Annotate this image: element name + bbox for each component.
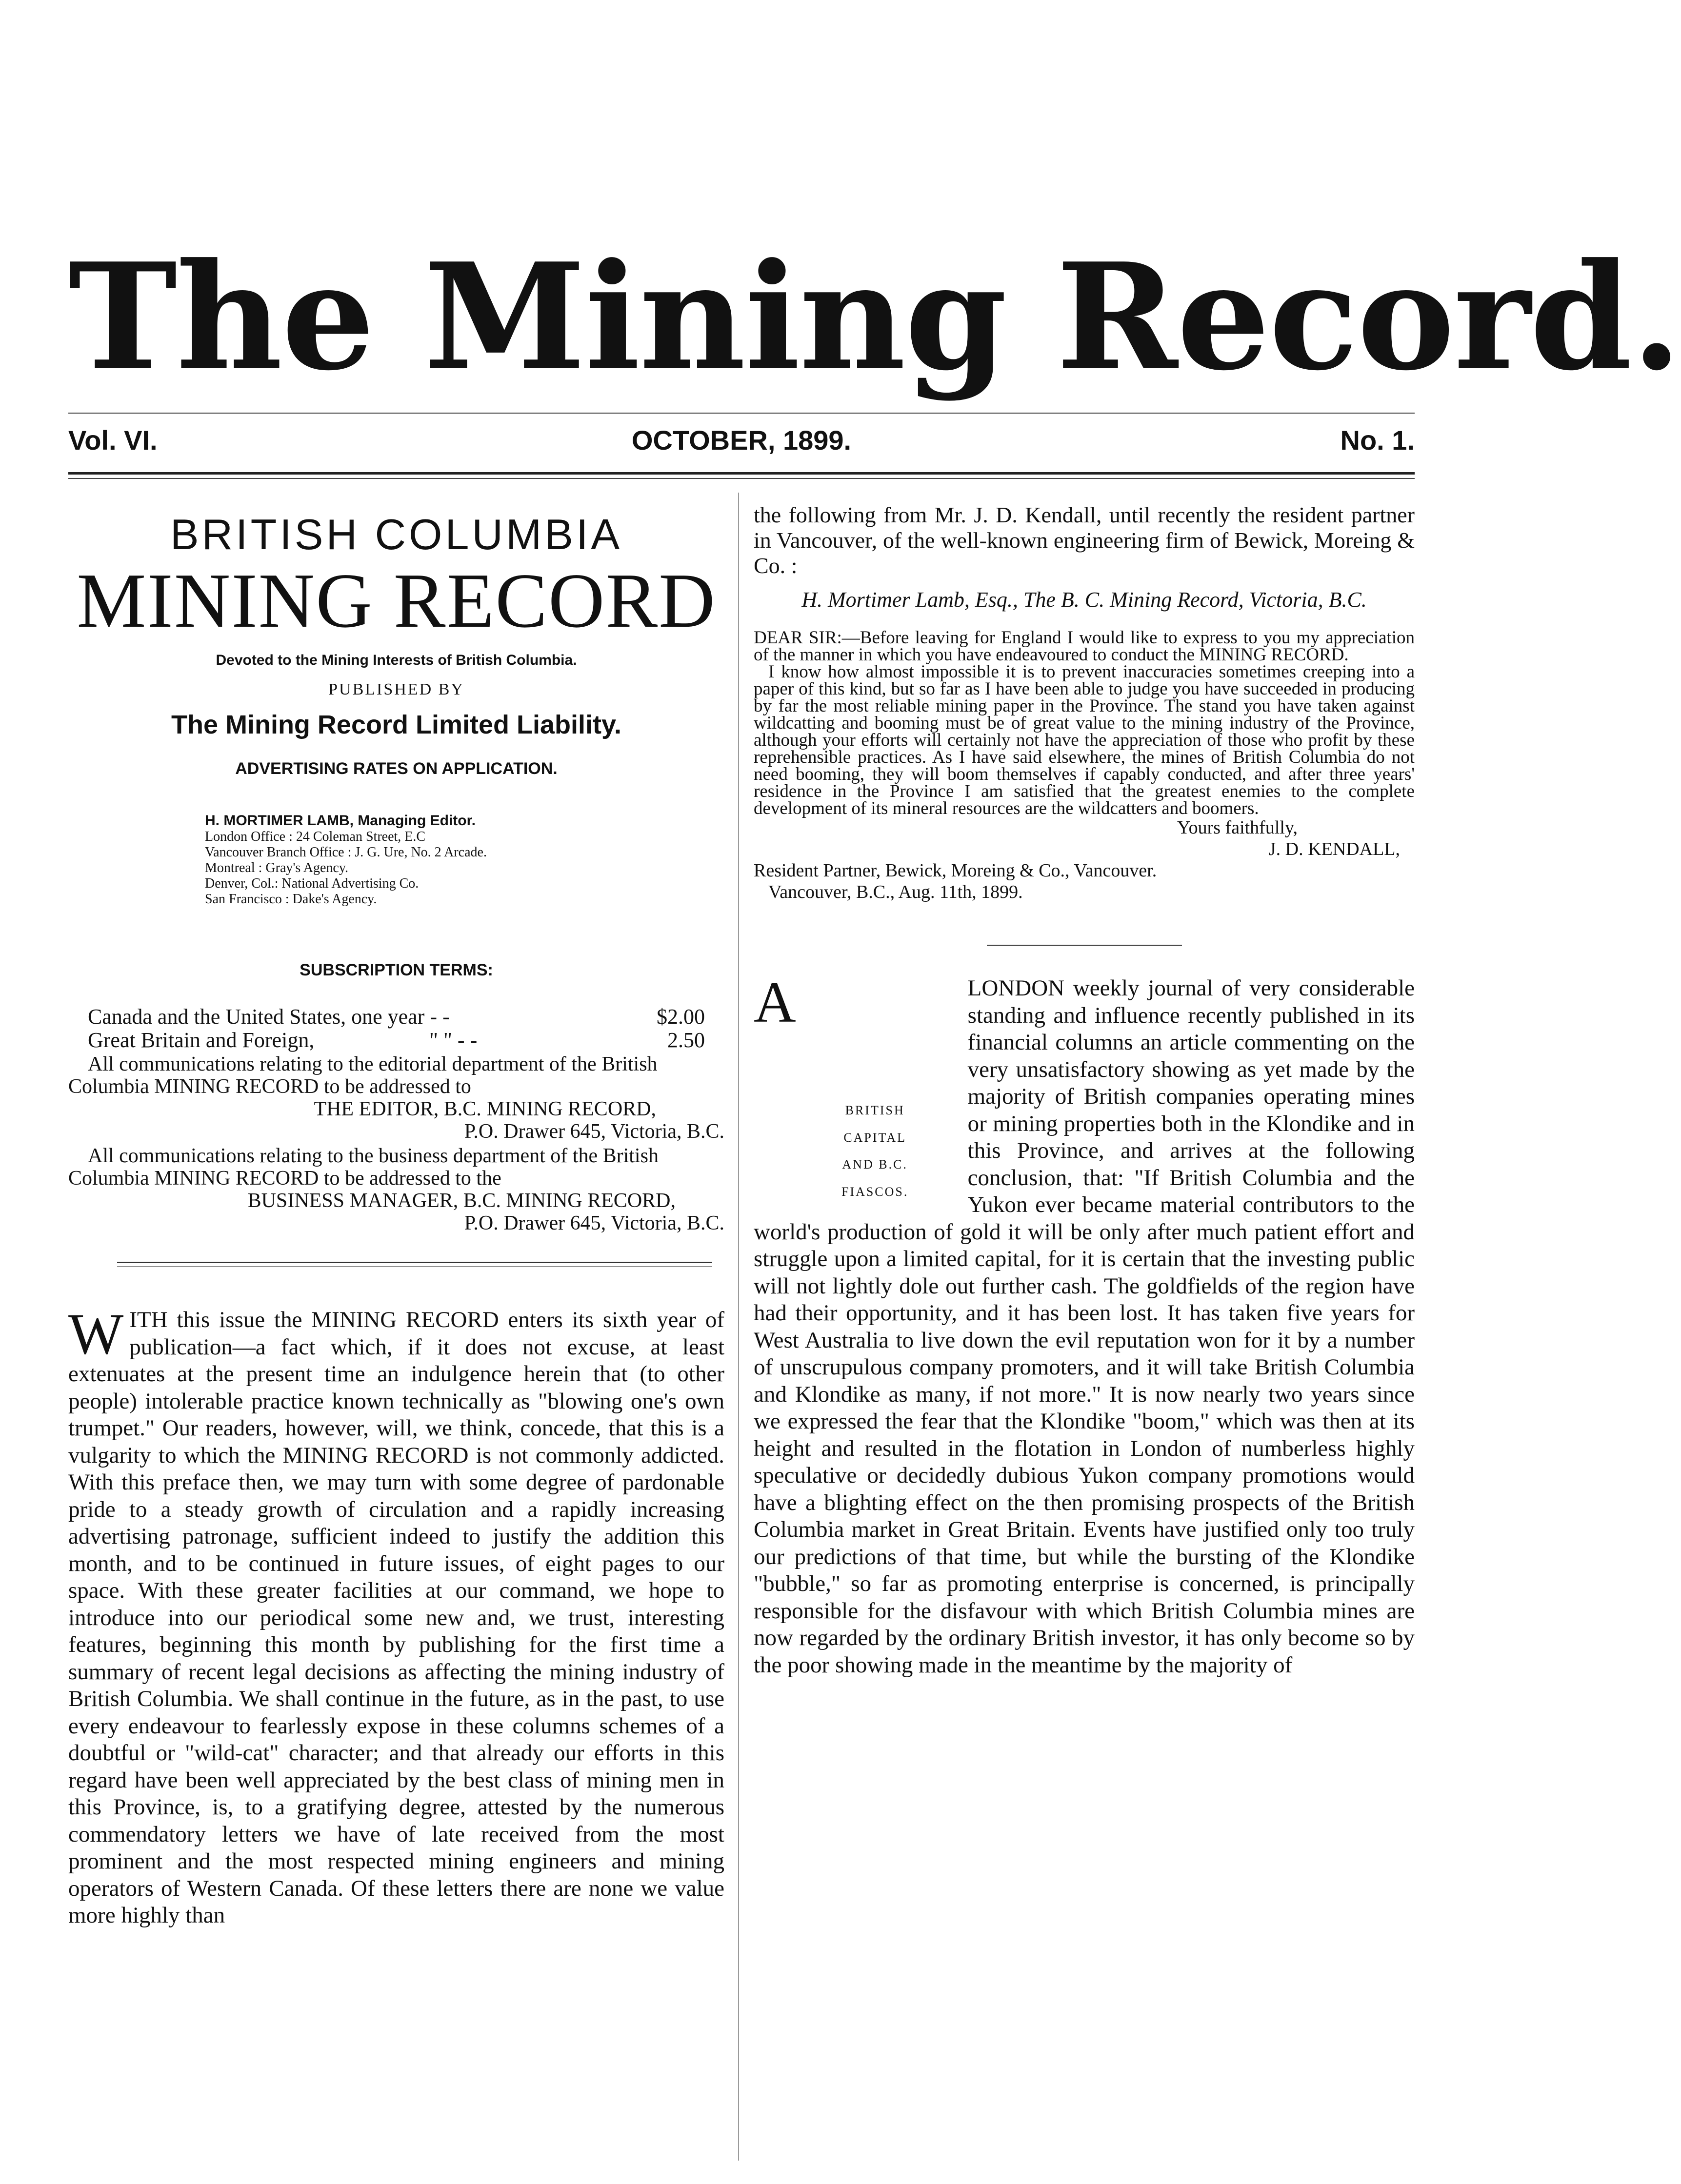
business-address-line1: BUSINESS MANAGER, B.C. MINING RECORD, [247, 1190, 676, 1212]
letter-paragraph: I know how almost impossible it is to prevent inaccuracies sometimes creeping into a paper of this kind, but so far as I have been able to judge you have succeeded in producing by far the most reliable mining paper in the Province. The stand you have taken against wildcatting and booming must be of great value to the mining industry of the Province, although your efforts will certainly not have the appreciation of those who profit by these reprehensible practices. As I have said elsewhere, the mines of British Columbia do not need booming, they will boom themselves if capably conducted, and after three years' residence in the Province I am satisfied that the greatest enemies to the complete development of its mineral resources are the wildcatters and boomers. [754, 662, 1415, 818]
article-body: LONDON weekly journal of very considerable standing and influence recently published in its financial columns an article commenting on the very unsatisfactory showing as yet made by the majority of British companies operating mines or mining properties both in the Klondike and in this Province, and arrives at the following conclusion, that: "If British Columbia and the Yukon ever became material contributors to the world's production of gold it will be only after much patient effort and struggle upon a limited capital, for it is certain that the investing public will not lightly dole out further cash. The goldfields of the region have had their opportunity, and it has been lost. It has taken five years for West Australia to live down the evil reputation won for it by a number of unscrupulous company promoters, and it will take British Columbia and Klondike as many, if not more." It is now nearly two years since we expressed the fear that the Klondike "boom," which was then at its height and resulted in the flotation in London of numberless highly speculative or decidedly dubious Yukon company promotions would have a blighting effect on the then promising prospects of the British Columbia market in Great Britain. Events have justified only too truly our predictions of that time, but while the bursting of the Klondike "bubble," so far as promoting enterprise is concerned, is principally responsible for the disfavour with which British Columbia mines are now regarded by the ordinary British investor, it has only become so by the poor showing made in the meantime by the majority of [754, 975, 1415, 1678]
closing: Yours faithfully, [1177, 817, 1298, 838]
business-contact [68, 1145, 724, 1234]
rate-great-britain [68, 1028, 724, 1051]
business-address-line2: P.O. Drawer 645, Victoria, B.C. [464, 1212, 724, 1234]
office-vancouver: Vancouver Branch Office : J. G. Ure, No. 2 Arcade. [205, 845, 487, 860]
editorial-contact-text: All communications relating to the editorial department of the British Columbia MINING RECORD to be addressed to [68, 1053, 658, 1098]
dropcap-letter: W [68, 1301, 124, 1366]
right-column [754, 502, 1415, 1679]
devoted-tagline: Devoted to the Mining Interests of British Columbia. [216, 652, 577, 668]
kendall-letter [754, 629, 1415, 817]
sidenote-line: BRITISH [845, 1103, 905, 1117]
issue-line [68, 424, 1415, 463]
editorial-article [68, 1301, 724, 1929]
masthead-title: The Mining Record. [68, 231, 1681, 403]
office-san-francisco: San Francisco : Dake's Agency. [205, 892, 377, 907]
letter-intro: the following from Mr. J. D. Kendall, until recently the resident partner in Vancouver, of the well-known engineering firm of Bewick, Moreing & Co. : [754, 502, 1415, 578]
rate-label: Great Britain and Foreign, [88, 1028, 315, 1052]
editorial-contact [68, 1053, 724, 1143]
signatory-name: J. D. KENDALL, [1268, 839, 1400, 859]
advertising-notice: ADVERTISING RATES ON APPLICATION. [235, 759, 558, 778]
editorial-body: ITH this issue the MINING RECORD enters its sixth year of publication—a fact which, if it does not excuse, at least extenuates at the present time an indulgence herein that (to other people) intolerable practice known technically as "blowing one's own trumpet." Our readers, however, will, we think, concede, that this is a vulgarity to which the MINING RECORD is not commonly addicted. With this preface then, we may turn with some degree of pardonable pride to a steady growth of circulation and a rapidly increasing advertising patronage, sufficient indeed to justify the addition this month, and to be continued in future issues, of eight pages to our space. With these greater facilities at our command, we hope to introduce into our periodical some new and, we trust, interesting features, beginning this month by publishing for the first time a summary of recent legal decisions as affecting the mining industry of British Columbia. We shall continue in the future, as in the past, to use every endeavour to fearlessly expose in these columns schemes of a doubtful or "wild-cat" character; and that already our efforts in this regard have been well appreciated by the best class of mining men in this Province, is, to a gratifying degree, attested by the numerous commendatory letters we have of late received from the most prominent and the most respected mining engineers and mining operators of Western Canada. Of these letters there are none we value more highly than [68, 1307, 724, 1928]
rate-price: 2.50 [667, 1028, 705, 1052]
office-london: London Office : 24 Coleman Street, E.C [205, 829, 426, 844]
signatory-title: Resident Partner, Bewick, Moreing & Co., Vancouver. [754, 860, 1157, 881]
rate-label: Canada and the United States, one year - - [88, 1005, 450, 1029]
letter-addressee: H. Mortimer Lamb, Esq., The B. C. Mining Record, Victoria, B.C. [801, 588, 1367, 612]
rate-price: $2.00 [657, 1005, 705, 1029]
publication-subtitle: BRITISH COLUMBIA [170, 510, 623, 558]
left-column [68, 502, 724, 1929]
sidenote-line: AND B.C. [842, 1157, 908, 1171]
rate-ditto: " " - - [429, 1028, 478, 1052]
masthead-rule-bottom-thin [68, 478, 1415, 479]
issue-date: OCTOBER, 1899. [631, 425, 852, 456]
business-contact-text: All communications relating to the business department of the British Columbia MINING RECORD to be addressed to the [68, 1145, 659, 1190]
volume-number: Vol. VI. [68, 425, 158, 456]
column-divider [738, 493, 739, 2161]
letter-dateline: Vancouver, B.C., Aug. 11th, 1899. [768, 882, 1023, 902]
sidenote-line: FIASCOS. [841, 1184, 909, 1199]
margin-sidenote [802, 1097, 948, 1205]
sidenote-line: CAPITAL [843, 1130, 907, 1145]
rate-canada-us [68, 1004, 724, 1028]
dropcap-letter: A [754, 970, 796, 1034]
british-capital-article [754, 970, 1415, 1679]
managing-editor: H. MORTIMER LAMB, Managing Editor. [205, 813, 476, 829]
letter-signature [754, 817, 1415, 903]
subscription-heading: SUBSCRIPTION TERMS: [300, 961, 493, 979]
issue-number: No. 1. [1340, 425, 1415, 456]
office-montreal: Montreal : Gray's Agency. [205, 860, 349, 875]
letter-paragraph: DEAR SIR:—Before leaving for England I would like to express to you my appreciation of the manner in which you have endeavoured to conduct the MINING RECORD. [754, 628, 1415, 665]
office-denver: Denver, Col.: National Advertising Co. [205, 876, 419, 891]
section-rule [987, 945, 1182, 946]
section-rule [117, 1262, 712, 1263]
publisher-name: The Mining Record Limited Liability. [171, 710, 622, 739]
publication-title: MINING RECORD [77, 557, 716, 644]
masthead-rule-top [68, 413, 1415, 414]
section-rule-thin [117, 1266, 712, 1267]
editorial-address-line1: THE EDITOR, B.C. MINING RECORD, [314, 1098, 656, 1120]
subscription-rates [68, 1004, 724, 1051]
masthead-rule-bottom [68, 472, 1415, 475]
editorial-address-line2: P.O. Drawer 645, Victoria, B.C. [464, 1120, 724, 1143]
published-by-label: PUBLISHED BY [328, 680, 464, 698]
office-list [205, 829, 724, 907]
